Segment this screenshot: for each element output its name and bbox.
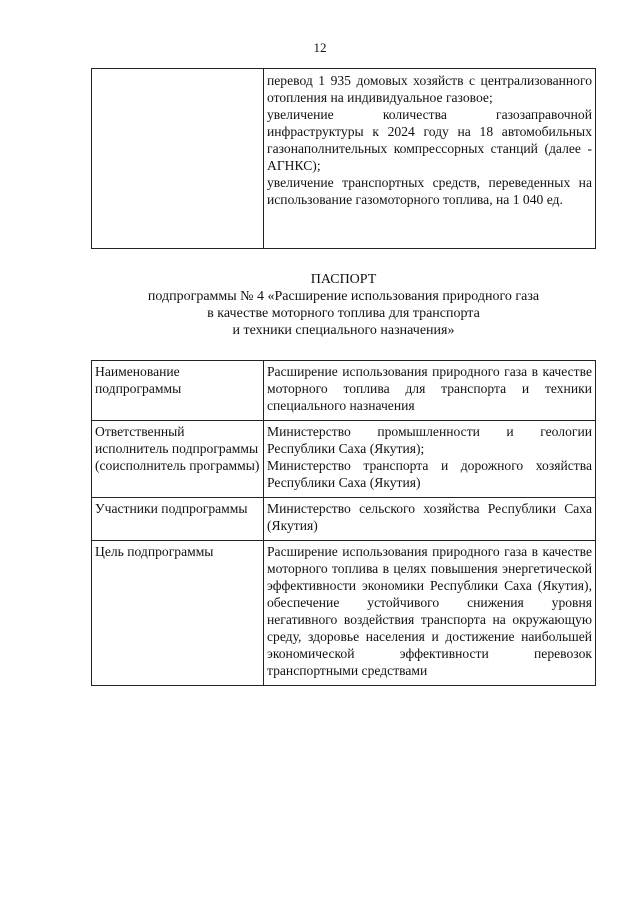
passport-subtitle-line: в качестве моторного топлива для транспорта [207, 306, 480, 321]
passport-table [91, 360, 596, 686]
continuation-table [91, 68, 596, 249]
passport-heading [91, 271, 596, 339]
row-value [264, 421, 596, 498]
passport-subtitle-line: подпрограммы № 4 «Расширение использования природного газа [147, 289, 540, 304]
row-label: Участники подпрограммы [92, 498, 264, 541]
row-value: Расширение использования природного газа в качестве моторного топлива для транспорта и техники специального назначения [264, 361, 596, 421]
table-row [92, 421, 596, 498]
empty-label-cell [92, 69, 264, 249]
row-value: Расширение использования природного газа в качестве моторного топлива в целях повышения энергетической эффективности экономики Республики Саха (Якутия), обеспечение устойчивого снижения уровня негативного воздействия транспорта на окружающую среду, здоровье населения и достижение наибольшей экономической эффективности перевозок транспортными средствами [264, 541, 596, 686]
row-label: Цель подпрограммы [92, 541, 264, 686]
continuation-cell [264, 69, 596, 249]
passport-subtitle-line: и техники специального назначения» [232, 323, 455, 338]
table-row [92, 541, 596, 686]
passport-title: ПАСПОРТ [310, 272, 377, 287]
table-row [92, 498, 596, 541]
continuation-paragraph: перевод 1 935 домовых хозяйств с централизованного отопления на индивидуальное газовое; [267, 73, 592, 105]
table-row [92, 69, 596, 249]
row-value-line: Министерство промышленности и геологии Республики Саха (Якутия); [267, 424, 592, 456]
continuation-paragraph: увеличение количества газозаправочной инфраструктуры к 2024 году на 18 автомобильных газонаполнительных компрессорных станций (далее - АГНКС); [267, 107, 592, 173]
row-value-line: Министерство транспорта и дорожного хозяйства Республики Саха (Якутия) [267, 458, 592, 490]
continuation-paragraph: увеличение транспортных средств, переведенных на использование газомоторного топлива, на 1 040 ед. [267, 175, 592, 207]
row-label: Наименование подпрограммы [92, 361, 264, 421]
page-number: 12 [313, 40, 327, 55]
row-value: Министерство сельского хозяйства Республики Саха (Якутия) [264, 498, 596, 541]
row-label: Ответственный исполнитель подпрограммы (соисполнитель программы) [92, 421, 264, 498]
table-row [92, 361, 596, 421]
